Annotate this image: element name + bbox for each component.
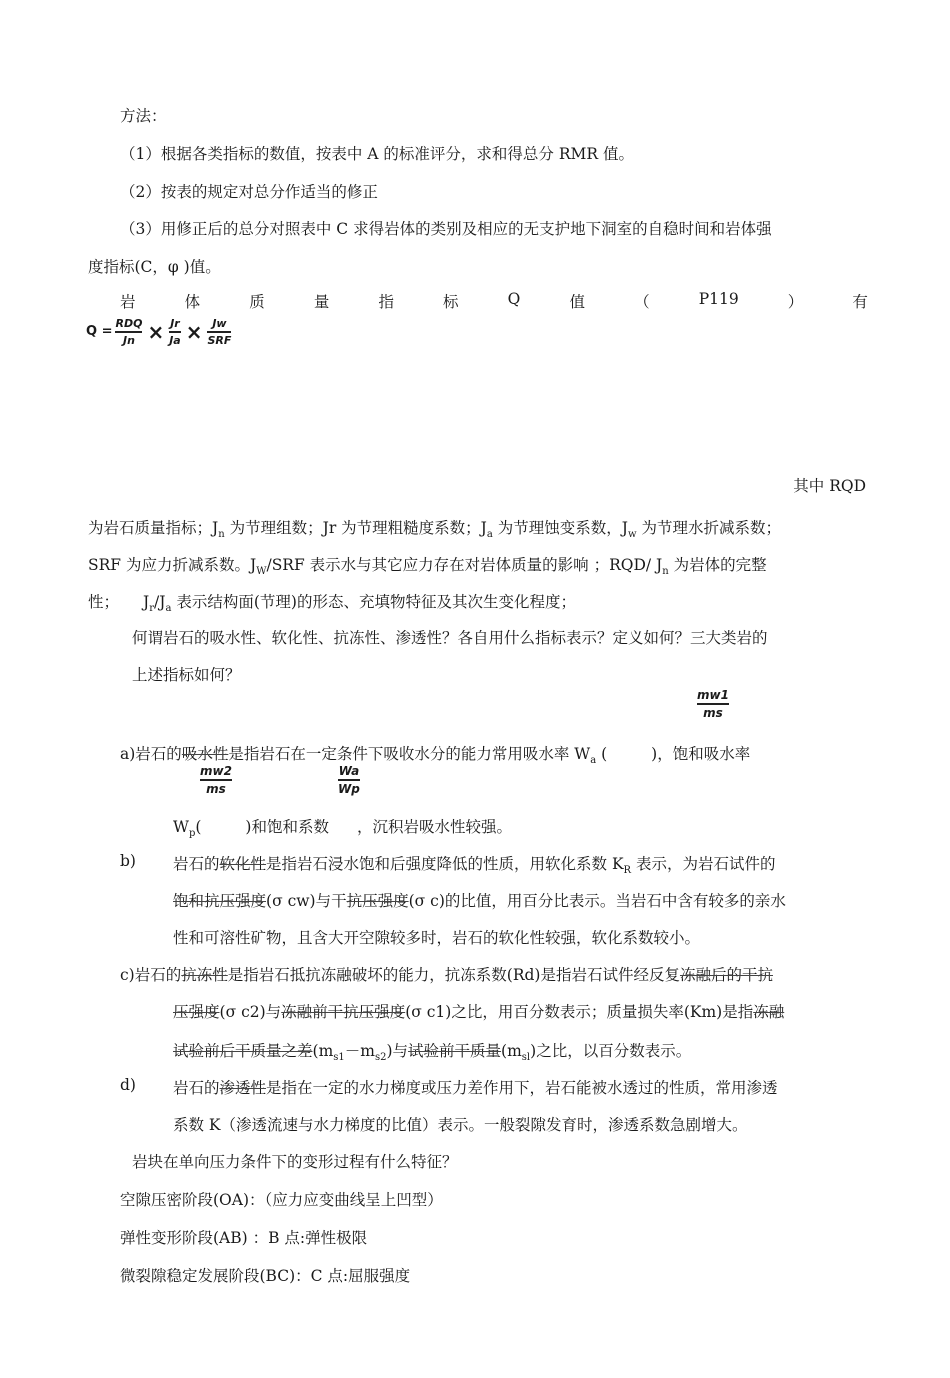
text: J (143, 593, 150, 611)
fraction-bar (338, 779, 360, 781)
where-line-1 (88, 516, 781, 540)
text: (σ c1)之比，用百分数表示；质量损失率(Km)是指 (405, 1003, 754, 1021)
fraction-denominator: Wp (338, 782, 360, 796)
text: )之比，以百分数表示。 (530, 1042, 692, 1060)
step-3: （3）用修正后的总分对照表中 C 求得岩体的类别及相应的无支护地下洞室的自稳时间和岩体强 (120, 220, 772, 238)
term: 压强度 (173, 1003, 220, 1021)
q-token: ） (787, 293, 804, 311)
list-marker: c) (120, 966, 135, 984)
term: 吸水性 (181, 745, 229, 763)
term: 冻融 (753, 1003, 785, 1021)
formula-lhs: Q = (86, 324, 113, 340)
fraction-bar (207, 331, 231, 333)
term: 软化性 (219, 855, 267, 873)
question-2: 岩块在单向压力条件下的变形过程有什么特征？ (132, 1153, 458, 1171)
q-token: 量 (313, 293, 330, 311)
stage-oa: 空隙压密阶段(OA)：（应力应变曲线呈上凹型） (120, 1191, 443, 1209)
text: 岩石的 (173, 855, 220, 873)
subscript: s1 (333, 1052, 345, 1063)
text: SRF 为应力折减系数。J (88, 556, 257, 574)
subscript: n (662, 566, 669, 577)
term: 试验前后干质量之差 (173, 1042, 313, 1060)
text: 表示，为岩石试件的 (631, 855, 776, 873)
text: ( (195, 818, 202, 836)
text: 是指在一定的水力梯度或压力差作用下，岩石能被水透过的性质，常用渗透 (266, 1079, 778, 1097)
term: 冻融后的干抗 (679, 966, 773, 984)
q-token: （ (634, 293, 650, 311)
text: /SRF 表示水与其它应力存在对岩体质量的影响 ；RQD/ J (266, 556, 663, 574)
fraction-denominator: SRF (207, 333, 232, 347)
fraction-bar (115, 331, 142, 333)
fraction-bar (169, 331, 181, 333)
fraction-rqd-jn (115, 317, 142, 347)
text: /J (154, 593, 166, 611)
term: 冻融前干抗压强度 (281, 1003, 406, 1021)
fraction-denominator: ms (703, 706, 723, 720)
item-c-line-2 (173, 1000, 784, 1022)
q-token: 指 (378, 293, 394, 311)
text: (σ c)的比值，用百分比表示。当岩石中含有较多的亲水 (408, 892, 786, 910)
fraction-mw1-ms (697, 688, 729, 720)
fraction-numerator: Jr (170, 317, 180, 330)
times-sign: × (147, 319, 165, 344)
text: )与 (386, 1042, 409, 1060)
item-d-line-1 (173, 1076, 778, 1098)
fraction-numerator: mw2 (200, 764, 232, 778)
item-b-line-2 (173, 889, 786, 911)
text: 是指岩石在一定条件下吸收水分的能力常用吸水率 W (228, 745, 591, 763)
text: 为岩体的完整 (668, 556, 767, 574)
fraction-denominator: Ja (169, 333, 181, 347)
q-token: 值 (569, 293, 585, 311)
item-d-line-2: 系数 K（渗透流速与水力梯度的比值）表示。一般裂隙发育时，渗透系数急剧增大。 (173, 1116, 748, 1134)
subscript: s2 (374, 1052, 387, 1063)
list-marker: a) (120, 745, 136, 763)
text: )和饱和系数 (245, 818, 329, 836)
item-a-line-1 (120, 742, 750, 766)
text: ，沉积岩吸水性较强。 (356, 818, 512, 836)
term: 试验前干质量 (408, 1042, 502, 1060)
question-1-line-1: 何谓岩石的吸水性、软化性、抗冻性、渗透性？各自用什么指标表示？定义如何？三大类岩的 (132, 629, 768, 647)
text: (m (501, 1042, 522, 1060)
q-token: 质 (249, 293, 265, 311)
fraction-numerator: Jw (212, 317, 227, 330)
text: 表示结构面(节理)的形态、充填物特征及其次生变化程度； (171, 593, 576, 611)
text: 为节理组数；Jr 为节理粗糙度系数；J (224, 519, 487, 537)
fraction-bar (200, 779, 232, 781)
where-line-2 (88, 553, 767, 577)
subscript: w (628, 529, 637, 540)
step-2: （2）按表的规定对总分作适当的修正 (120, 183, 378, 201)
text: )，饱和吸水率 (651, 745, 751, 763)
text: 为岩石质量指标；J (88, 519, 219, 537)
fraction-numerator: Wa (338, 764, 360, 778)
fraction-denominator: Jn (122, 333, 135, 347)
text: 是指岩石抵抗冻融破坏的能力，抗冻系数(Rd)是指岩石试件经反复 (227, 966, 680, 984)
item-b-line-3: 性和可溶性矿物，且含大开空隙较多时，岩石的软化性较强，软化系数较小。 (173, 929, 701, 947)
fraction-numerator: RDQ (115, 317, 143, 330)
text: W (173, 818, 189, 836)
text: 是指岩石浸水饱和后强度降低的性质，用软化系数 K (266, 855, 624, 873)
item-b-marker: b) (120, 852, 136, 870)
text: ( (596, 745, 608, 763)
subscript: r (149, 603, 155, 614)
step-3-continued: 度指标(C，φ )值。 (88, 258, 221, 276)
subscript: a (486, 529, 493, 540)
fraction-jr-ja (169, 317, 181, 347)
q-formula (86, 317, 234, 347)
stage-ab: 弹性变形阶段(AB) ：B 点:弹性极限 (120, 1229, 368, 1247)
where-line-3 (88, 590, 576, 614)
q-token: 岩 (120, 293, 136, 311)
q-token: 标 (443, 293, 459, 311)
text: 为节理蚀变系数，J (492, 519, 628, 537)
term: 抗冻性 (181, 966, 228, 984)
text: (σ cw)与干 (266, 892, 347, 910)
text: －m (344, 1042, 375, 1060)
fraction-bar (697, 703, 729, 705)
term: 饱和抗压强度 (173, 892, 267, 910)
step-1: （1）根据各类指标的数值，按表中 A 的标准评分，求和得总分 RMR 值。 (120, 145, 634, 163)
subscript: a (165, 603, 172, 614)
fraction-numerator: mw1 (697, 688, 729, 702)
text: (m (312, 1042, 334, 1060)
subscript: n (218, 529, 225, 540)
stage-bc: 微裂隙稳定发展阶段(BC)：C 点:屈服强度 (120, 1267, 411, 1285)
fraction-jw-srf (207, 317, 231, 347)
subscript: a (590, 755, 597, 766)
item-c-line-3 (173, 1039, 691, 1063)
text: 岩石的 (173, 1079, 220, 1097)
where-lead: 其中 RQD (793, 477, 866, 495)
subscript: W (256, 566, 267, 577)
term: 抗压强度 (346, 892, 409, 910)
question-1-line-2: 上述指标如何？ (132, 666, 241, 684)
times-sign: × (185, 319, 203, 344)
text: (σ c2)与 (219, 1003, 282, 1021)
text: 为节理水折减系数； (636, 519, 781, 537)
item-d-marker: d) (120, 1076, 136, 1094)
q-value-line (120, 290, 868, 312)
method-heading: 方法： (120, 107, 167, 125)
fraction-denominator: ms (206, 782, 226, 796)
fraction-mw2-ms (200, 764, 232, 796)
q-token: P119 (698, 290, 739, 308)
term: 渗透性 (219, 1079, 267, 1097)
text: 岩石的 (135, 745, 182, 763)
text: 岩石的 (134, 966, 182, 984)
subscript: p (188, 828, 196, 839)
q-token: 有 (852, 293, 868, 311)
item-c-line-1 (120, 963, 773, 985)
item-b-line-1 (173, 852, 776, 876)
subscript: sl (521, 1052, 531, 1063)
q-token: Q (507, 290, 521, 308)
subscript: R (623, 865, 632, 876)
item-a-line-2 (173, 815, 512, 839)
q-token: 体 (184, 293, 201, 311)
fraction-wa-wp (338, 764, 360, 796)
text: 性； (88, 593, 120, 611)
